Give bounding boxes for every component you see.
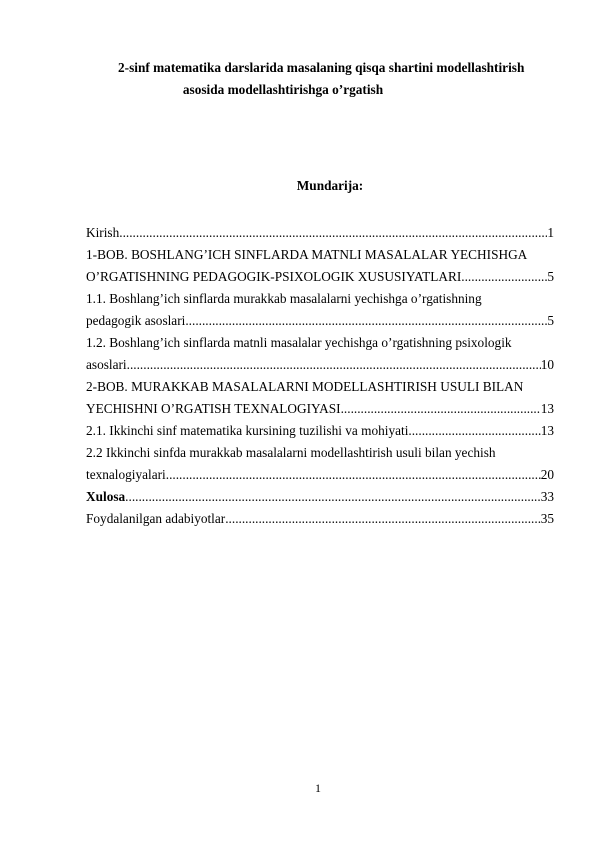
- toc-entry-chapter-1-line-1: [86, 244, 554, 266]
- toc-entry-text: YECHISHNI O’RGATISH TEXNALOGIYASI: [86, 401, 341, 416]
- toc-entry-xulosa: [86, 486, 554, 508]
- toc-page-number: 5: [547, 269, 554, 284]
- toc-entry-text: Kirish: [86, 225, 120, 240]
- table-of-contents: [86, 222, 554, 530]
- toc-page-number: 20: [540, 467, 554, 482]
- document-title-line-2: asosida modellashtirishga o’rgatish: [182, 82, 384, 97]
- toc-entry-section-1-2-line-1: [86, 332, 554, 354]
- toc-leader-dots: [341, 398, 541, 420]
- toc-leader-dots: [125, 486, 541, 508]
- toc-entry-section-2-2-line-2: [86, 464, 554, 486]
- toc-entry-text: 2-BOB. MURAKKAB MASALALARNI MODELLASHTIRISH USULI BILAN: [86, 379, 524, 394]
- toc-page-number: 35: [540, 511, 554, 526]
- toc-entry-kirish: [86, 222, 554, 244]
- toc-entry-chapter-2-line-1: [86, 376, 554, 398]
- toc-leader-dots: [119, 222, 547, 244]
- toc-leader-dots: [461, 266, 547, 288]
- toc-entry-text: O’RGATISHNING PEDAGOGIK-PSIXOLOGIK XUSUSIYATLARI: [86, 269, 462, 284]
- toc-entry-foydalanilgan-adabiyotlar: [86, 508, 554, 530]
- toc-entry-text: texnalogiyalari: [86, 467, 166, 482]
- toc-entry-section-1-1-line-1: [86, 288, 554, 310]
- toc-leader-dots: [127, 354, 541, 376]
- toc-entry-text: 2.1. Ikkinchi sinf matematika kursining tuzilishi va mohiyati: [86, 423, 409, 438]
- toc-entry-text: 1-BOB. BOSHLANG’ICH SINFLARDA MATNLI MASALALAR YECHISHGA: [86, 247, 528, 262]
- toc-page-number: 13: [540, 423, 554, 438]
- toc-entry-chapter-2-line-2: [86, 398, 554, 420]
- toc-entry-text: asoslari: [86, 357, 127, 372]
- toc-entry-section-2-1: [86, 420, 554, 442]
- toc-leader-dots: [408, 420, 540, 442]
- toc-entry-section-1-1-line-2: [86, 310, 554, 332]
- toc-page-number: 13: [540, 401, 554, 416]
- toc-page-number: 1: [547, 225, 554, 240]
- toc-entry-text: 1.1. Boshlang’ich sinflarda murakkab masalalarni yechishga o’rgatishning: [86, 291, 482, 306]
- toc-leader-dots: [225, 508, 540, 530]
- toc-entry-chapter-1-line-2: [86, 266, 554, 288]
- toc-entry-section-1-2-line-2: [86, 354, 554, 376]
- toc-heading: Mundarija:: [296, 178, 364, 193]
- toc-leader-dots: [166, 464, 541, 486]
- toc-entry-text: pedagogik asoslari: [86, 313, 186, 328]
- toc-entry-text: 1.2. Boshlang’ich sinflarda matnli masalalar yechishga o’rgatishning psixologik: [86, 335, 512, 350]
- toc-entry-text: Foydalanilgan adabiyotlar: [86, 511, 226, 526]
- toc-page-number: 10: [540, 357, 554, 372]
- toc-entry-text: 2.2 Ikkinchi sinfda murakkab masalalarni modellashtirish usuli bilan yechish: [86, 445, 496, 460]
- toc-entry-section-2-2-line-1: [86, 442, 554, 464]
- document-title-line-1: 2-sinf matematika darslarida masalaning qisqa shartini modellashtirish: [118, 60, 525, 75]
- toc-leader-dots: [185, 310, 547, 332]
- page-number: 1: [315, 781, 321, 795]
- toc-page-number: 5: [547, 313, 554, 328]
- toc-entry-text: Xulosa: [86, 489, 126, 504]
- toc-page-number: 33: [540, 489, 554, 504]
